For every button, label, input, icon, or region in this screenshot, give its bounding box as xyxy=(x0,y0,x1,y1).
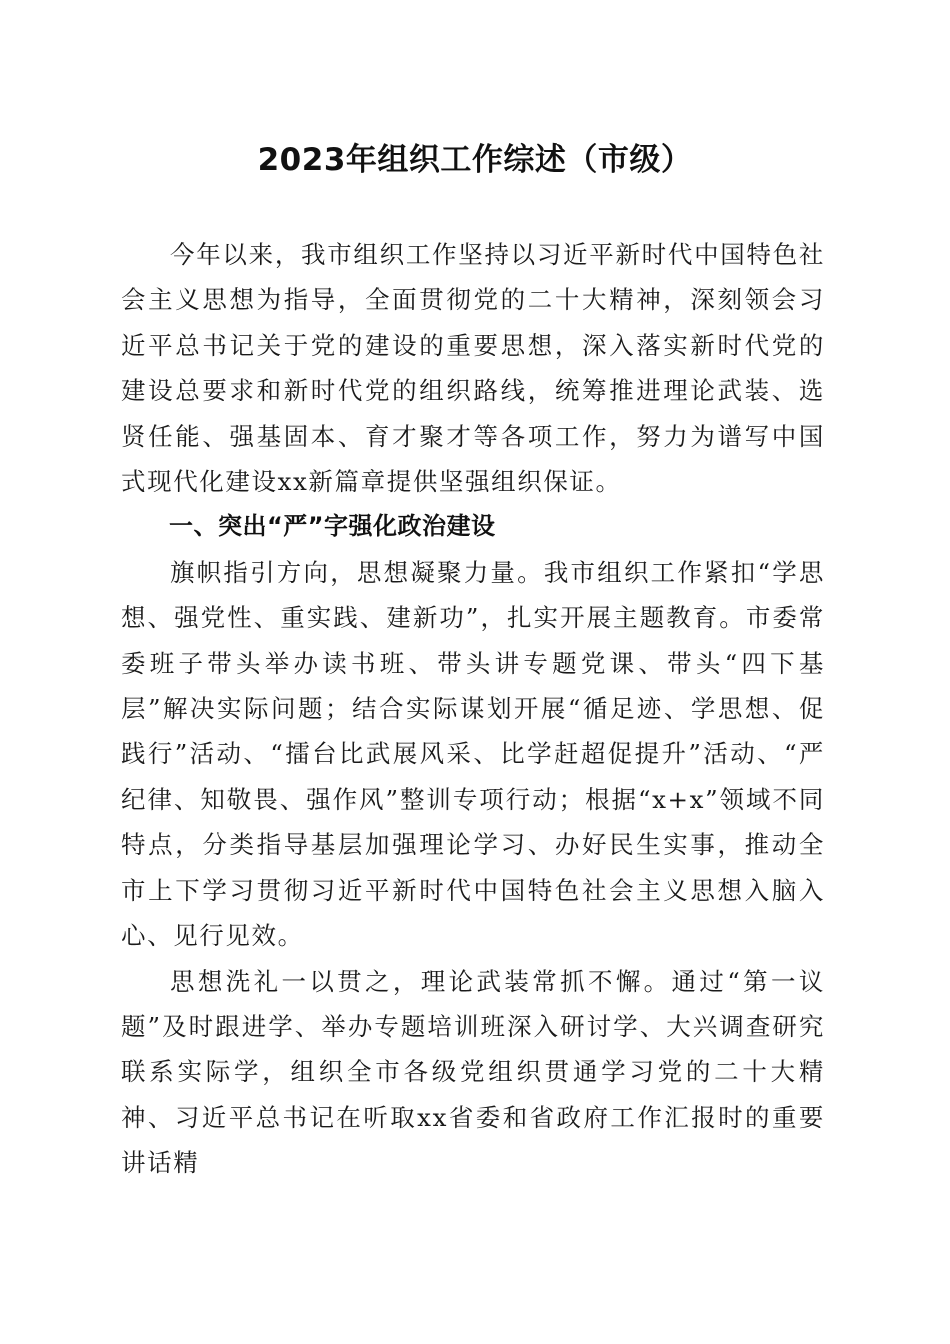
document-body xyxy=(121,232,825,1186)
intro-paragraph: 今年以来，我市组织工作坚持以习近平新时代中国特色社会主义思想为指导，全面贯彻党的二十大精神，深刻领会习近平总书记关于党的建设的重要思想，深入落实新时代党的建设总要求和新时代党的组织路线，统筹推进理论武装、选贤任能、强基固本、育才聚才等各项工作，努力为谱写中国式现代化建设xx新篇章提供坚强组织保证。 xyxy=(121,240,825,497)
section-paragraph-2: 思想洗礼一以贯之，理论武装常抓不懈。通过“第一议题”及时跟进学、举办专题培训班深入研讨学、大兴调查研究联系实际学，组织全市各级党组织贯通学习党的二十大精神、习近平总书记在听取xx省委和省政府工作汇报时的重要讲话精 xyxy=(121,966,825,1178)
section-heading: 一、突出“严”字强化政治建设 xyxy=(169,512,496,541)
section-paragraph-1: 旗帜指引方向，思想凝聚力量。我市组织工作紧扣“学思想、强党性、重实践、建新功”，扎实开展主题教育。市委常委班子带头举办读书班、带头讲专题党课、带头“四下基层”解决实际问题；结合实际谋划开展“循足迹、学思想、促践行”活动、“擂台比武展风采、比学赶超促提升”活动、“严纪律、知敬畏、强作风”整训专项行动；根据“x+x”领域不同特点，分类指导基层加强理论学习、办好民生实事，推动全市上下学习贯彻习近平新时代中国特色社会主义思想入脑入心、见行见效。 xyxy=(121,557,825,951)
document-title: 2023年组织工作综述（市级） xyxy=(257,142,693,178)
